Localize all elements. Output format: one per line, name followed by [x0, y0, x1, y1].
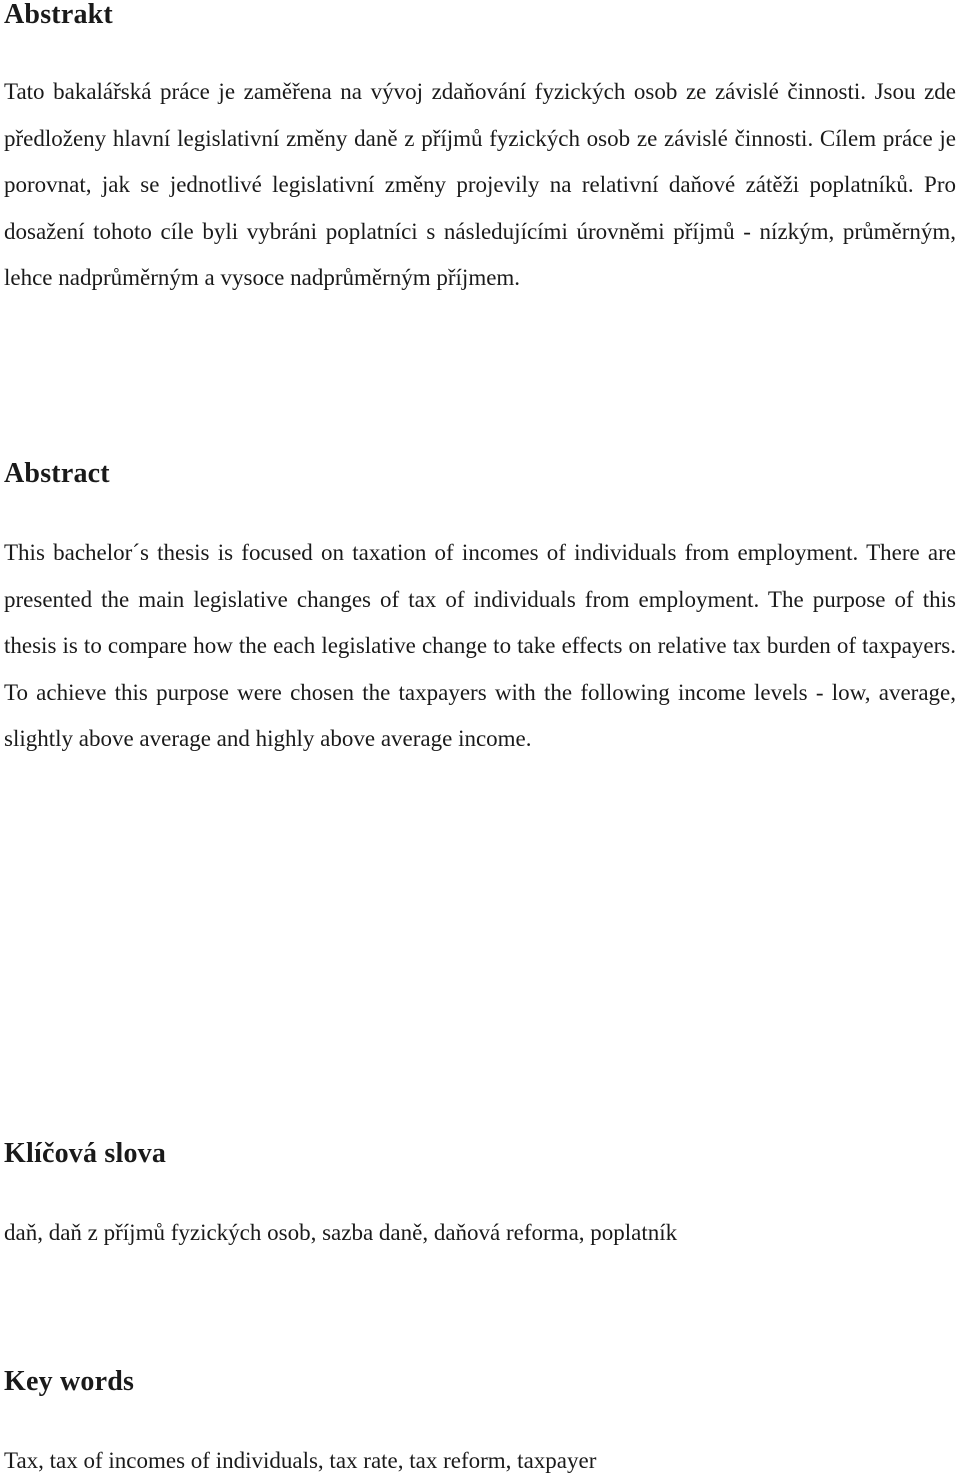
klicova-slova-heading: Klíčová slova: [4, 1138, 167, 1169]
key-words-body-block: [4, 1446, 956, 1476]
abstrakt-paragraph: Tato bakalářská práce je zaměřena na vývoj zdaňování fyzických osob ze závislé činnosti. Jsou zde předloženy hlavní legislativní změny daně z příjmů fyzických osob ze závislé činnosti. Cílem práce je porovnat, jak se jednotlivé legislativní změny projevily na relativní daňové zátěži poplatníků. Pro dosažení tohoto cíle byli vybráni poplatníci s následujícími úrovněmi příjmů - nízkým, průměrným, lehce nadprůměrným a vysoce nadprůměrným příjmem.: [4, 79, 956, 290]
abstrakt-body-block: [4, 69, 956, 302]
key-words-list: Tax, tax of incomes of individuals, tax rate, tax reform, taxpayer: [4, 1448, 597, 1473]
key-words-heading-block: [4, 1367, 956, 1397]
klicova-slova-list: daň, daň z příjmů fyzických osob, sazba daně, daňová reforma, poplatník: [4, 1220, 678, 1245]
abstract-heading: Abstract: [4, 458, 110, 489]
abstrakt-section-heading-block: [4, 0, 956, 30]
key-words-heading: Key words: [4, 1366, 135, 1397]
abstract-body-block: [4, 530, 956, 763]
klicova-slova-body-block: [4, 1218, 956, 1248]
abstract-paragraph: This bachelor´s thesis is focused on taxation of incomes of individuals from employment. There are presented the main legislative changes of tax of individuals from employment. The purpose of this thesis is to compare how the each legislative change to take effects on relative tax burden of taxpayers. To achieve this purpose were chosen the taxpayers with the following income levels - low, average, slightly above average and highly above average income.: [4, 540, 956, 751]
klicova-slova-heading-block: [4, 1139, 956, 1169]
abstract-section-heading-block: [4, 459, 956, 489]
abstrakt-heading: Abstrakt: [4, 0, 113, 30]
